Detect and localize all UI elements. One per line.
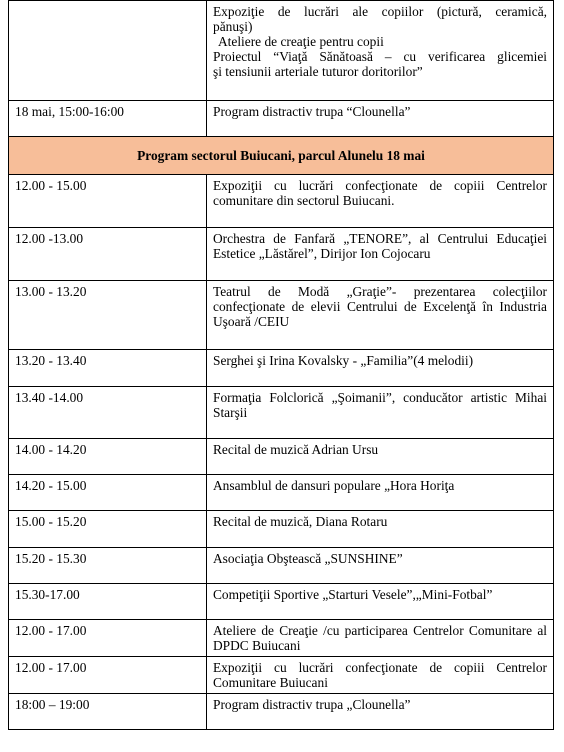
table-row	[9, 387, 554, 439]
time-cell: 14.00 - 14.20	[9, 439, 207, 475]
table-row	[9, 511, 554, 548]
time-cell: 12.00 - 15.00	[9, 175, 207, 228]
event-line: şi tensiunii arteriale tuturor doritorilor”	[213, 64, 423, 79]
table-row	[9, 584, 554, 620]
event-cell: Formaţia Folclorică „Şoimanii”, conducător artistic Mihai Starşii	[207, 387, 554, 439]
section-title: Program sectorul Buiucani, parcul Alunelu 18 mai	[9, 137, 554, 175]
section-header-row	[9, 137, 554, 175]
event-cell: Ansamblul de dansuri populare „Hora Horiţa	[207, 475, 554, 511]
event-schedule-table	[8, 0, 554, 730]
table-row	[9, 101, 554, 137]
table-row	[9, 175, 554, 228]
table-row	[9, 1, 554, 101]
time-cell: 12.00 - 17.00	[9, 657, 207, 694]
time-cell: 13.20 - 13.40	[9, 350, 207, 387]
event-cell: Teatrul de Modă „Graţie”- prezentarea colecţiilor confecţionate de elevii Centrului de Excelenţă în Industria Uşoară /CEIU	[207, 281, 554, 350]
table-row	[9, 694, 554, 730]
time-cell: 12.00 -13.00	[9, 228, 207, 281]
time-cell: 15.20 - 15.30	[9, 548, 207, 584]
event-cell: Program distractiv trupa “Clounella”	[207, 101, 554, 137]
table-row	[9, 548, 554, 584]
time-cell: 12.00 - 17.00	[9, 620, 207, 657]
event-cell: Competiţii Sportive „Starturi Vesele”,„Mini-Fotbal”	[207, 584, 554, 620]
event-line: Proiectul “Viaţă Sănătoasă – cu verificarea glicemiei	[213, 49, 547, 64]
table-row	[9, 657, 554, 694]
event-cell: Program distractiv trupa „Clounella”	[207, 694, 554, 730]
event-cell: Recital de muzică, Diana Rotaru	[207, 511, 554, 548]
event-cell: Expoziţii cu lucrări confecţionate de copiii Centrelor Comunitare Buiucani	[207, 657, 554, 694]
table-row	[9, 475, 554, 511]
time-cell	[9, 1, 207, 101]
event-cell: Ateliere de Creaţie /cu participarea Centrelor Comunitare al DPDC Buiucani	[207, 620, 554, 657]
table-row	[9, 439, 554, 475]
event-cell: Serghei şi Irina Kovalsky - „Familia”(4 melodii)	[207, 350, 554, 387]
event-line: Ateliere de creaţie pentru copii	[218, 34, 384, 49]
table-row	[9, 350, 554, 387]
event-cell: Asociaţia Obştească „SUNSHINE”	[207, 548, 554, 584]
time-cell: 18 mai, 15:00-16:00	[9, 101, 207, 137]
time-cell: 15.00 - 15.20	[9, 511, 207, 548]
table-row	[9, 228, 554, 281]
time-cell: 18:00 – 19:00	[9, 694, 207, 730]
time-cell: 15.30-17.00	[9, 584, 207, 620]
event-cell: Expoziţii cu lucrări confecţionate de copiii Centrelor comunitare din sectorul Buiucani.	[207, 175, 554, 228]
time-cell: 14.20 - 15.00	[9, 475, 207, 511]
table-row	[9, 620, 554, 657]
event-cell	[207, 1, 554, 101]
time-cell: 13.40 -14.00	[9, 387, 207, 439]
event-line: Expoziţie de lucrări ale copiilor (pictură, ceramică,	[213, 4, 547, 19]
table-row	[9, 281, 554, 350]
event-line: pănuşi)	[213, 19, 253, 34]
time-cell: 13.00 - 13.20	[9, 281, 207, 350]
event-cell: Recital de muzică Adrian Ursu	[207, 439, 554, 475]
event-cell: Orchestra de Fanfară „TENORE”, al Centrului Educaţiei Estetice „Lăstărel”, Dirijor Ion Cojocaru	[207, 228, 554, 281]
